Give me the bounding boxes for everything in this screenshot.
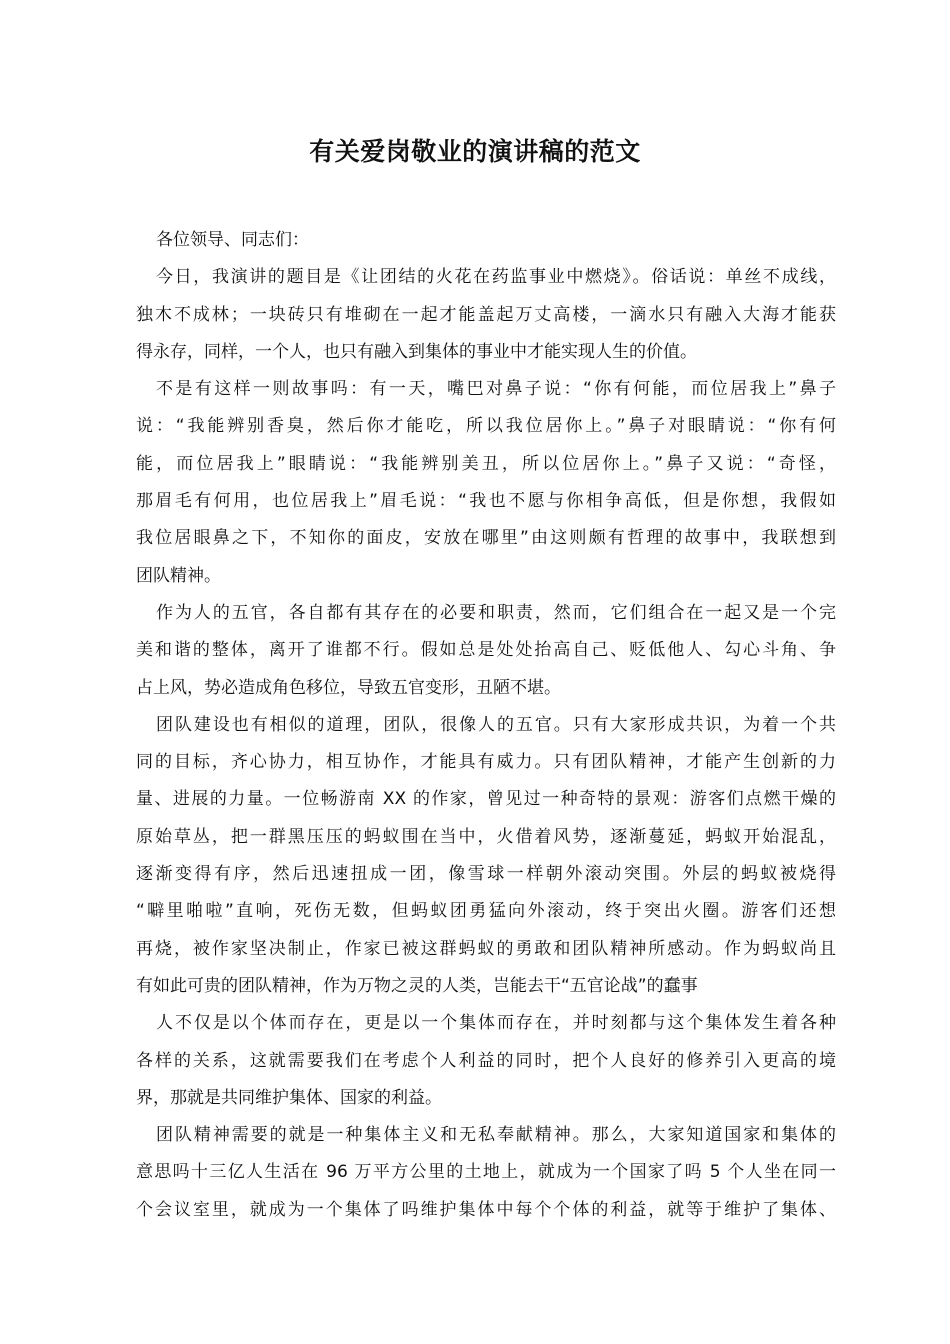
paragraph-ants xyxy=(116,707,836,1005)
text-line: 再烧，被作家坚决制止，作家已被这群蚂蚁的勇敢和团队精神所感动。作为蚂蚁尚且 xyxy=(136,938,836,959)
paragraph-greeting xyxy=(116,222,836,259)
text-line: 量、进展的力量。一位畅游南 XX 的作家，曾见过一种奇特的景观：游客们点燃干燥的 xyxy=(136,789,836,810)
text-line: 各样的关系，这就需要我们在考虑个人利益的同时，把个人良好的修养引入更高的境 xyxy=(136,1050,836,1071)
text-line: 我位居眼鼻之下，不知你的面皮，安放在哪里”由这则颇有哲理的故事中，我联想到 xyxy=(136,528,836,549)
text-line: 占上风，势必造成角色移位，导致五官变形，丑陋不堪。 xyxy=(136,677,561,698)
text-line: 团队精神。 xyxy=(136,565,221,586)
text-line: 独木不成林；一块砖只有堆砌在一起才能盖起万丈高楼，一滴水只有融入大海才能获 xyxy=(136,304,836,325)
text-line: 意思吗十三亿人生活在 96 万平方公里的土地上，就成为一个国家了吗 5 个人坐在同一 xyxy=(136,1162,836,1183)
text-line: “噼里啪啦”直响，死伤无数，但蚂蚁团勇猛向外滚动，终于突出火圈。游客们还想 xyxy=(136,901,836,922)
text-line: 原始草丛，把一群黑压压的蚂蚁围在当中，火借着风势，逐渐蔓延，蚂蚁开始混乱， xyxy=(136,826,836,847)
text-line: 不是有这样一则故事吗：有一天，嘴巴对鼻子说：“你有何能，而位居我上”鼻子 xyxy=(156,379,836,400)
text-line: 说：“我能辨别香臭，然后你才能吃，所以我位居你上。”鼻子对眼睛说：“你有何 xyxy=(136,416,836,437)
text-line: 得永存，同样，一个人，也只有融入到集体的事业中才能实现人生的价值。 xyxy=(136,341,697,362)
paragraph-collective xyxy=(116,1005,836,1117)
document-body xyxy=(116,222,836,1229)
text-line: 团队建设也有相似的道理，团队，很像人的五官。只有大家形成共识，为着一个共 xyxy=(156,714,836,735)
text-line: 美和谐的整体，离开了谁都不行。假如总是处处抬高自己、贬低他人、勾心斗角、争 xyxy=(136,640,836,661)
text-line: 今日，我演讲的题目是《让团结的火花在药监事业中燃烧》。俗话说：单丝不成线， xyxy=(156,267,836,288)
text-line: 逐渐变得有序，然后迅速扭成一团，像雪球一样朝外滚动突围。外层的蚂蚁被烧得 xyxy=(136,864,836,885)
page-title: 有关爱岗敬业的演讲稿的范文 xyxy=(309,137,641,166)
paragraph-team-spirit xyxy=(116,1117,836,1229)
text-line: 那眉毛有何用，也位居我上”眉毛说：“我也不愿与你相争高低，但是你想，我假如 xyxy=(136,491,836,512)
text-line: 有如此可贵的团队精神，作为万物之灵的人类，岂能去干“五官论战”的蠢事 xyxy=(136,975,698,996)
paragraph-story xyxy=(116,371,836,595)
text-line: 能，而位居我上”眼睛说：“我能辨别美丑，所以位居你上。”鼻子又说：“奇怪， xyxy=(136,453,836,474)
text-line: 同的目标，齐心协力，相互协作，才能具有威力。只有团队精神，才能产生创新的力 xyxy=(136,752,836,773)
text-line: 团队精神需要的就是一种集体主义和无私奉献精神。那么，大家知道国家和集体的 xyxy=(156,1125,836,1146)
text-line: 个会议室里，就成为一个集体了吗维护集体中每个个体的利益，就等于维护了集体、 xyxy=(136,1199,836,1220)
paragraph-five-senses xyxy=(116,595,836,707)
text-line: 各位领导、同志们： xyxy=(156,230,309,250)
text-line: 人不仅是以个体而存在，更是以一个集体而存在，并时刻都与这个集体发生着各种 xyxy=(156,1013,836,1034)
paragraph-topic xyxy=(116,259,836,371)
text-line: 界，那就是共同维护集体、国家的利益。 xyxy=(136,1087,442,1108)
text-line: 作为人的五官，各自都有其存在的必要和职责，然而，它们组合在一起又是一个完 xyxy=(156,602,836,623)
